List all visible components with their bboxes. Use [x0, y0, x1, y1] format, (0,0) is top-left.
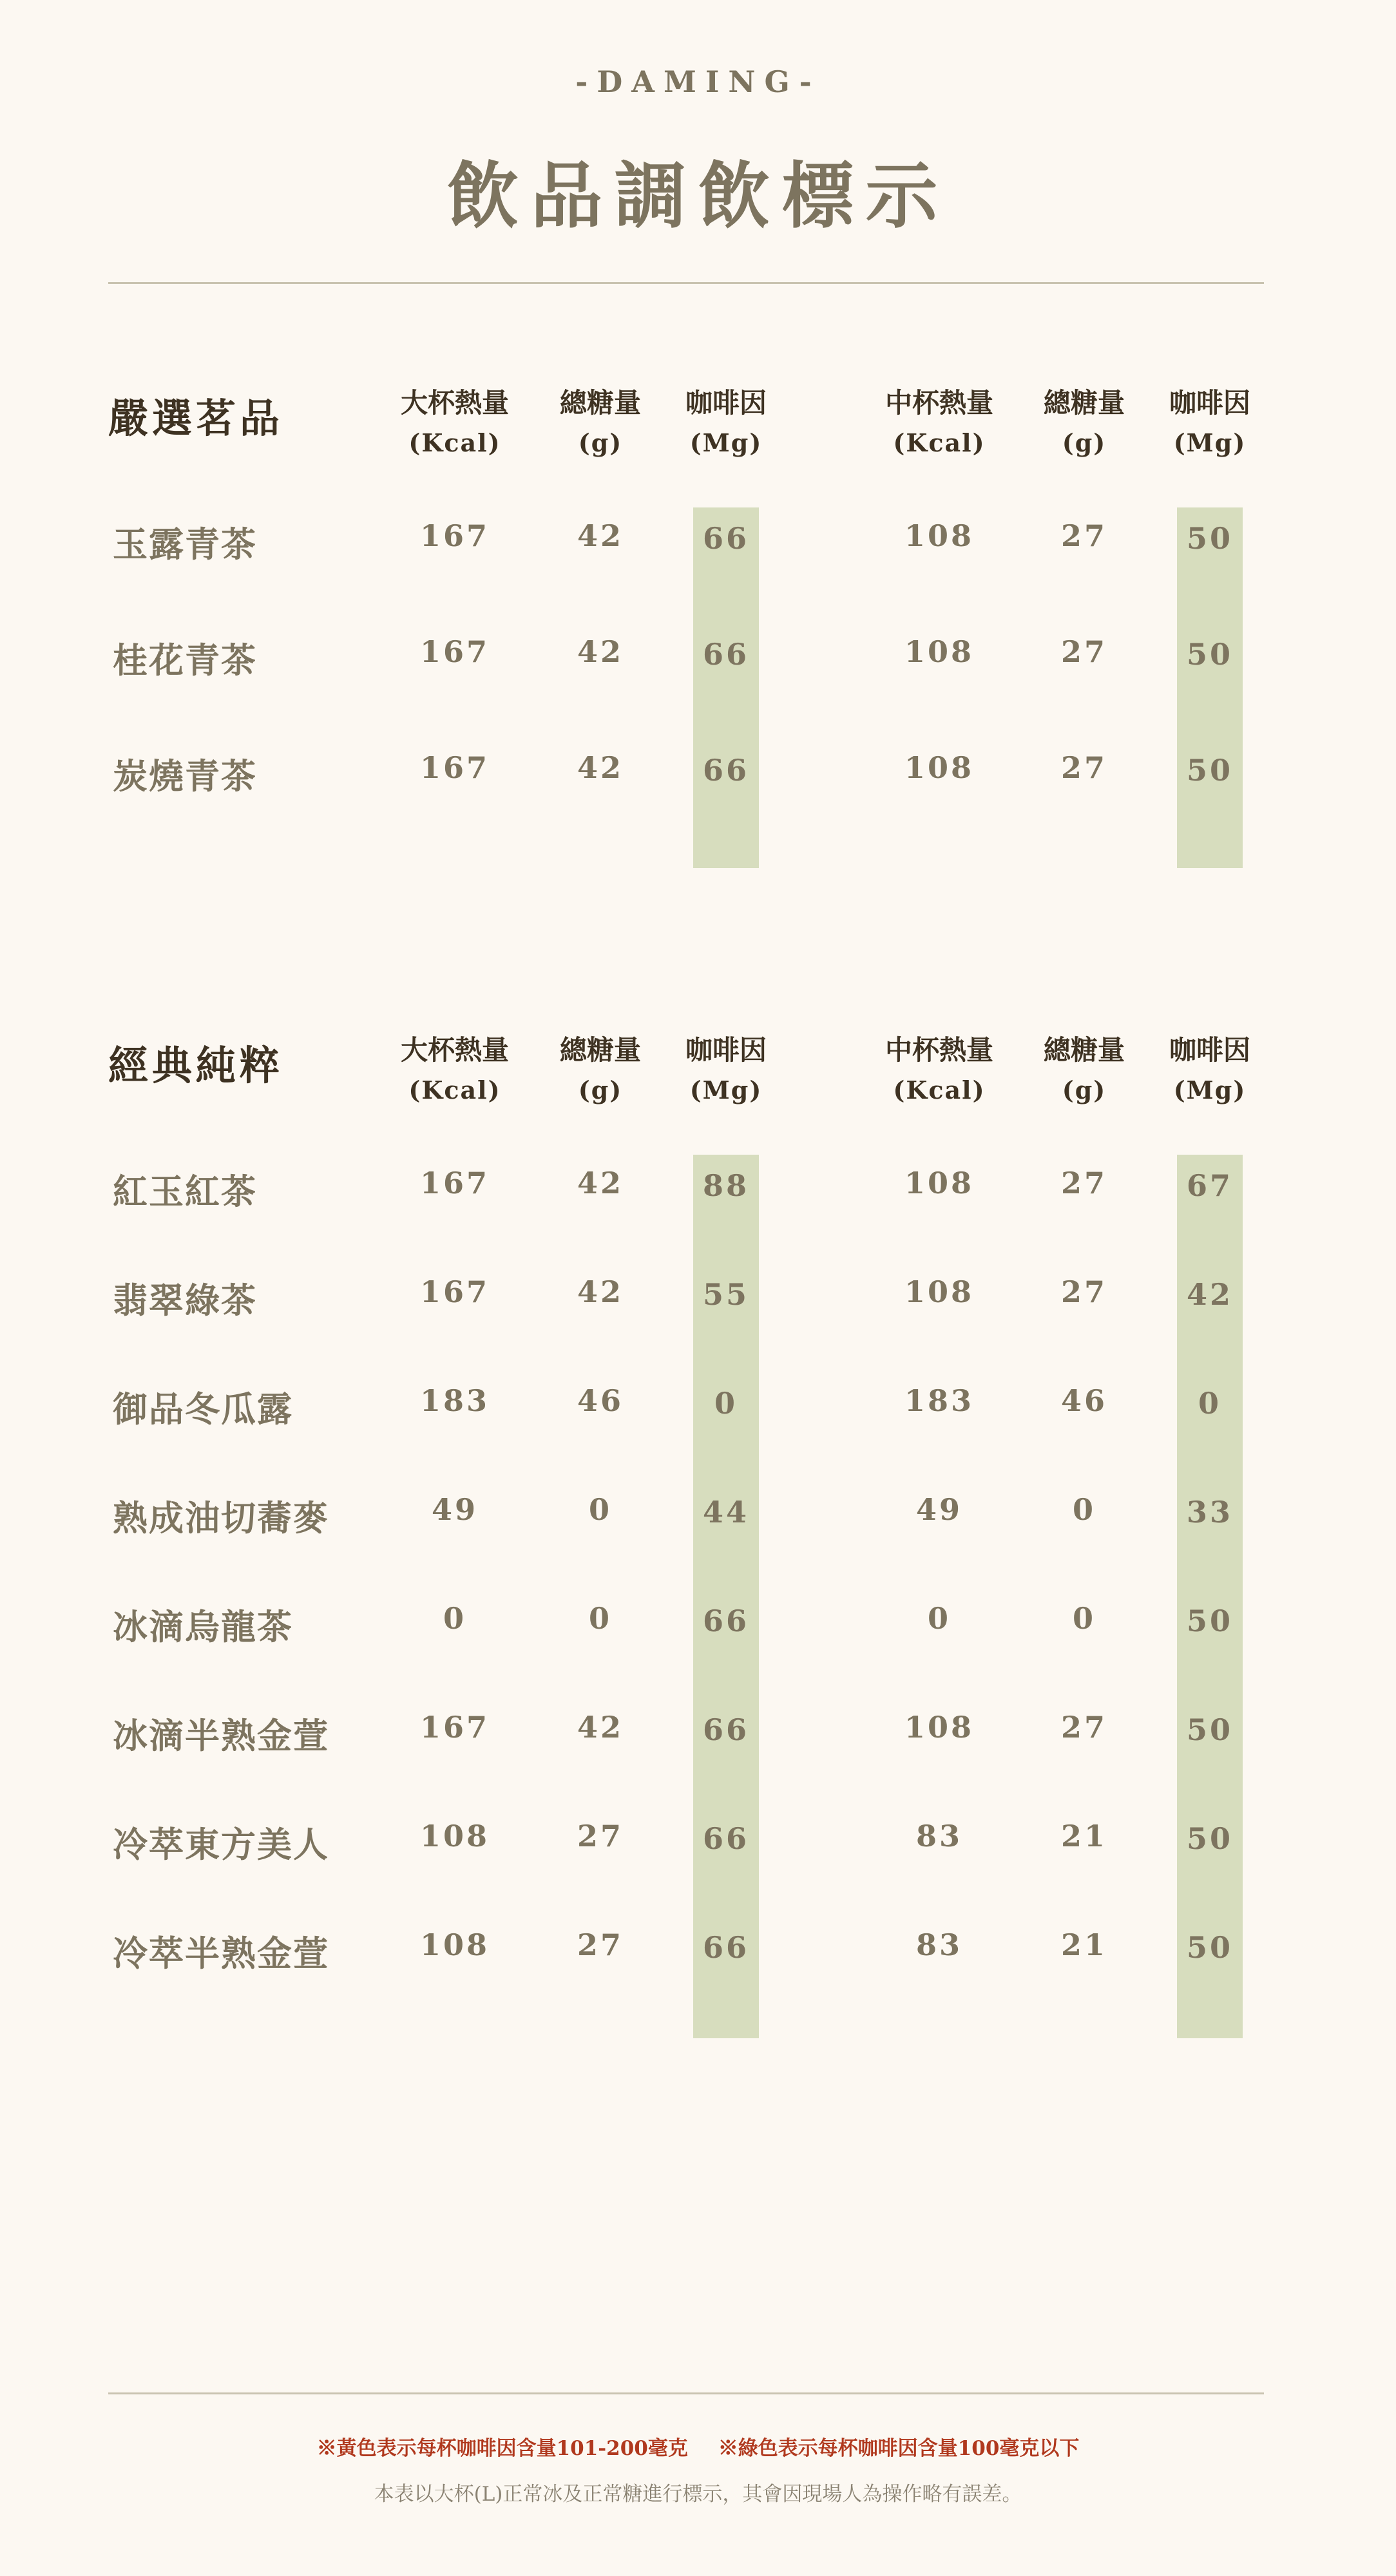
column-header-large-caffeine: [655, 1030, 797, 1110]
cell-medium-caffeine: 50: [1186, 1712, 1233, 1747]
cell-large-caffeine: 66: [702, 1604, 749, 1638]
cell-medium-caffeine: 50: [1186, 1604, 1233, 1638]
cell-medium-cal: 183: [904, 1383, 975, 1418]
cell-medium-sugar: 21: [1060, 1927, 1107, 1962]
color-legend-note: [0, 2432, 1396, 2461]
cell-medium-cal: 108: [904, 1274, 975, 1309]
cell-large-sugar: 42: [577, 750, 624, 785]
column-header-medium-caffeine: [1139, 1030, 1281, 1110]
cell-large-caffeine: 66: [702, 637, 749, 672]
medium-caffeine-band: [1177, 507, 1243, 868]
cell-medium-caffeine: 50: [1186, 753, 1233, 788]
column-header-label: 咖啡因: [1169, 387, 1250, 419]
cell-medium-caffeine: 50: [1186, 521, 1233, 556]
cell-medium-sugar: 27: [1060, 634, 1107, 669]
cell-large-sugar: 0: [588, 1492, 612, 1527]
column-header-unit: (g): [1062, 1075, 1107, 1104]
cell-medium-sugar: 21: [1060, 1819, 1107, 1853]
cell-large-sugar: 27: [577, 1927, 624, 1962]
cell-large-cal: 108: [419, 1927, 490, 1962]
column-header-unit: (Kcal): [408, 1075, 501, 1104]
cell-large-caffeine: 88: [702, 1168, 749, 1203]
drink-name: 冷萃東方美人: [113, 1824, 329, 1865]
cell-large-sugar: 42: [577, 1710, 624, 1745]
column-header-label: 總糖量: [559, 1034, 641, 1066]
disclaimer-note: 本表以大杯(L)正常冰及正常糖進行標示，其會因現場人為操作略有誤差。: [374, 2483, 1022, 2506]
drink-name: 紅玉紅茶: [113, 1171, 257, 1212]
brand-name: -DAMING-: [575, 64, 821, 99]
cell-medium-cal: 108: [904, 750, 975, 785]
cell-medium-caffeine: 33: [1186, 1495, 1233, 1530]
column-header-medium-sugar: [1013, 383, 1155, 463]
cell-medium-sugar: 27: [1060, 518, 1107, 553]
column-header-label: 中杯熱量: [884, 387, 993, 419]
cell-medium-cal: 108: [904, 634, 975, 669]
drink-name: 翡翠綠茶: [113, 1280, 257, 1321]
drink-name: 冰滴半熟金萱: [113, 1715, 329, 1756]
cell-large-cal: 167: [419, 1274, 490, 1309]
cell-large-sugar: 0: [588, 1601, 612, 1636]
cell-large-caffeine: 66: [702, 521, 749, 556]
bottom-divider: [108, 2392, 1264, 2394]
cell-large-cal: 49: [431, 1492, 478, 1527]
cell-large-caffeine: 44: [702, 1495, 749, 1530]
column-header-medium-calorie: [868, 1030, 1010, 1110]
column-header-medium-caffeine: [1139, 383, 1281, 463]
cell-medium-sugar: 27: [1060, 1274, 1107, 1309]
cell-medium-sugar: 27: [1060, 1710, 1107, 1745]
column-header-label: 咖啡因: [1169, 1034, 1250, 1066]
page-title: 飲品調飲標示: [446, 154, 950, 238]
column-header-large-caffeine: [655, 383, 797, 463]
cell-large-caffeine: 66: [702, 1821, 749, 1856]
cell-large-caffeine: 0: [714, 1386, 738, 1421]
cell-medium-caffeine: 50: [1186, 637, 1233, 672]
cell-large-cal: 183: [419, 1383, 490, 1418]
cell-medium-cal: 108: [904, 518, 975, 553]
column-header-large-calorie: [384, 383, 526, 463]
column-header-label: 總糖量: [559, 387, 641, 419]
column-header-medium-calorie: [868, 383, 1010, 463]
cell-medium-cal: 0: [927, 1601, 951, 1636]
column-header-unit: (g): [578, 1075, 623, 1104]
column-header-label: 中杯熱量: [884, 1034, 993, 1066]
column-header-label: 大杯熱量: [400, 1034, 509, 1066]
column-header-large-sugar: [530, 383, 671, 463]
column-header-unit: (Mg): [689, 428, 763, 457]
cell-large-sugar: 42: [577, 634, 624, 669]
drink-name: 冷萃半熟金萱: [113, 1933, 329, 1974]
drink-name: 玉露青茶: [113, 524, 257, 565]
cell-medium-sugar: 46: [1060, 1383, 1107, 1418]
cell-large-caffeine: 66: [702, 1712, 749, 1747]
cell-large-cal: 0: [443, 1601, 466, 1636]
cell-medium-cal: 49: [915, 1492, 962, 1527]
cell-large-cal: 167: [419, 634, 490, 669]
column-header-label: 大杯熱量: [400, 387, 509, 419]
cell-large-sugar: 27: [577, 1819, 624, 1853]
column-header-unit: (g): [578, 428, 623, 457]
column-header-unit: (Mg): [1173, 1075, 1247, 1104]
cell-medium-caffeine: 0: [1198, 1386, 1221, 1421]
cell-large-caffeine: 66: [702, 1930, 749, 1965]
cell-medium-caffeine: 67: [1186, 1168, 1233, 1203]
drink-name: 炭燒青茶: [113, 755, 257, 797]
cell-medium-cal: 108: [904, 1710, 975, 1745]
cell-medium-sugar: 0: [1072, 1601, 1096, 1636]
column-header-unit: (Kcal): [893, 428, 986, 457]
column-header-large-sugar: [530, 1030, 671, 1110]
cell-large-caffeine: 55: [702, 1277, 749, 1312]
top-divider: [108, 282, 1264, 284]
column-header-label: 總糖量: [1043, 1034, 1125, 1066]
cell-medium-caffeine: 50: [1186, 1821, 1233, 1856]
section-title: 經典純粹: [108, 1042, 284, 1089]
yellow-note: ※黃色表示每杯咖啡因含量101-200毫克: [316, 2437, 688, 2460]
cell-large-sugar: 42: [577, 518, 624, 553]
cell-large-cal: 167: [419, 750, 490, 785]
green-note: ※綠色表示每杯咖啡因含量100毫克以下: [718, 2437, 1080, 2460]
cell-large-cal: 167: [419, 518, 490, 553]
column-header-large-calorie: [384, 1030, 526, 1110]
cell-medium-sugar: 0: [1072, 1492, 1096, 1527]
cell-medium-cal: 108: [904, 1166, 975, 1200]
drink-name: 桂花青茶: [113, 639, 257, 681]
column-header-label: 總糖量: [1043, 387, 1125, 419]
cell-medium-cal: 83: [915, 1819, 962, 1853]
cell-medium-cal: 83: [915, 1927, 962, 1962]
cell-large-caffeine: 66: [702, 753, 749, 788]
column-header-unit: (Mg): [689, 1075, 763, 1104]
drink-name: 御品冬瓜露: [113, 1388, 293, 1430]
column-header-unit: (g): [1062, 428, 1107, 457]
large-caffeine-band: [693, 507, 759, 868]
cell-large-sugar: 42: [577, 1274, 624, 1309]
drink-name: 冰滴烏龍茶: [113, 1606, 293, 1647]
column-header-unit: (Kcal): [893, 1075, 986, 1104]
cell-medium-caffeine: 42: [1186, 1277, 1233, 1312]
column-header-unit: (Mg): [1173, 428, 1247, 457]
cell-medium-caffeine: 50: [1186, 1930, 1233, 1965]
cell-large-cal: 108: [419, 1819, 490, 1853]
cell-medium-sugar: 27: [1060, 1166, 1107, 1200]
drink-name: 熟成油切蕎麥: [113, 1497, 329, 1539]
column-header-medium-sugar: [1013, 1030, 1155, 1110]
column-header-label: 咖啡因: [685, 387, 767, 419]
column-header-label: 咖啡因: [685, 1034, 767, 1066]
cell-large-sugar: 46: [577, 1383, 624, 1418]
cell-large-cal: 167: [419, 1166, 490, 1200]
cell-large-sugar: 42: [577, 1166, 624, 1200]
cell-medium-sugar: 27: [1060, 750, 1107, 785]
cell-large-cal: 167: [419, 1710, 490, 1745]
column-header-unit: (Kcal): [408, 428, 501, 457]
section-title: 嚴選茗品: [108, 395, 284, 442]
